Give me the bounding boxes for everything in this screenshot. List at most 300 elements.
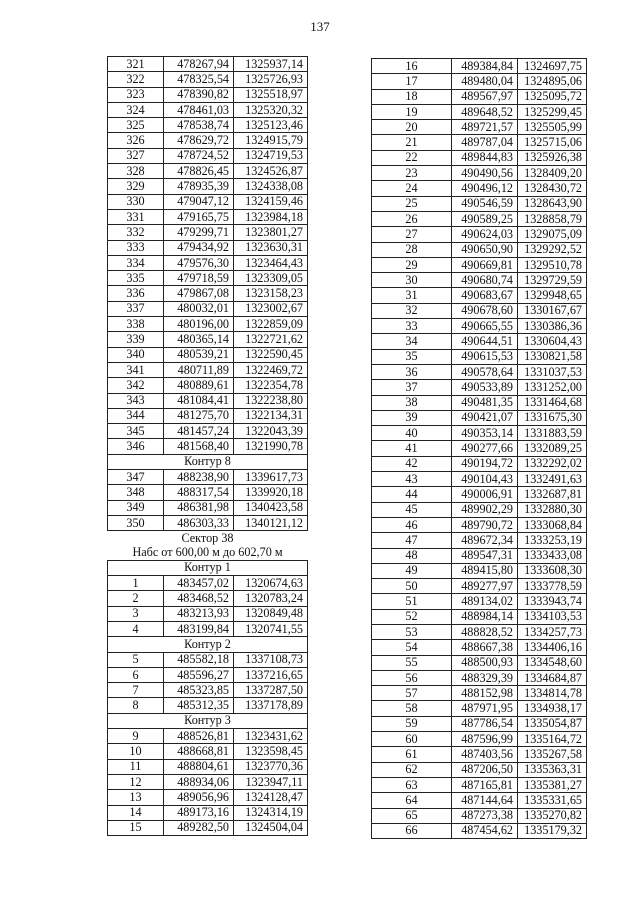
point-number-cell: 7 <box>108 683 164 698</box>
point-number-cell: 18 <box>372 89 452 104</box>
x-coordinate-cell: 487971,95 <box>452 701 518 716</box>
table-row <box>108 332 308 347</box>
x-coordinate-cell: 483213,93 <box>164 606 234 621</box>
table-row <box>372 150 587 165</box>
point-number-cell: 3 <box>108 606 164 621</box>
table-row <box>108 301 308 316</box>
x-coordinate-cell: 488317,54 <box>164 485 234 500</box>
x-coordinate-cell: 490665,55 <box>452 319 518 334</box>
point-number-cell: 39 <box>372 410 452 425</box>
y-coordinate-cell: 1328858,79 <box>518 211 587 226</box>
y-coordinate-cell: 1334103,53 <box>518 609 587 624</box>
point-number-cell: 48 <box>372 548 452 563</box>
y-coordinate-cell: 1329075,09 <box>518 227 587 242</box>
point-number-cell: 343 <box>108 393 164 408</box>
point-number-cell: 336 <box>108 286 164 301</box>
table-row <box>372 579 587 594</box>
point-number-cell: 347 <box>108 470 164 485</box>
point-number-cell: 328 <box>108 164 164 179</box>
table-row <box>372 395 587 410</box>
table-row <box>372 548 587 563</box>
x-coordinate-cell: 489415,80 <box>452 563 518 578</box>
x-coordinate-cell: 487596,99 <box>452 732 518 747</box>
point-number-cell: 51 <box>372 594 452 609</box>
point-number-cell: 62 <box>372 762 452 777</box>
point-number-cell: 324 <box>108 102 164 117</box>
table-row <box>108 774 308 789</box>
table-row <box>372 655 587 670</box>
y-coordinate-cell: 1329729,59 <box>518 273 587 288</box>
x-coordinate-cell: 485596,27 <box>164 667 234 682</box>
x-coordinate-cell: 488934,06 <box>164 774 234 789</box>
point-number-cell: 338 <box>108 317 164 332</box>
y-coordinate-cell: 1323801,27 <box>234 225 308 240</box>
y-coordinate-cell: 1331252,00 <box>518 380 587 395</box>
table-row <box>108 87 308 102</box>
y-coordinate-cell: 1332292,02 <box>518 456 587 471</box>
sector-subheading: Набс от 600,00 м до 602,70 м <box>132 545 283 560</box>
y-coordinate-cell: 1324338,08 <box>234 179 308 194</box>
table-row <box>108 362 308 377</box>
table-row <box>372 594 587 609</box>
y-coordinate-cell: 1331037,53 <box>518 364 587 379</box>
x-coordinate-cell: 489844,83 <box>452 150 518 165</box>
x-coordinate-cell: 479576,30 <box>164 255 234 270</box>
x-coordinate-cell: 481084,41 <box>164 393 234 408</box>
point-number-cell: 35 <box>372 349 452 364</box>
table-row <box>108 621 308 636</box>
point-number-cell: 23 <box>372 166 452 181</box>
y-coordinate-cell: 1322134,31 <box>234 408 308 423</box>
y-coordinate-cell: 1332089,25 <box>518 441 587 456</box>
x-coordinate-cell: 478325,54 <box>164 72 234 87</box>
y-coordinate-cell: 1332491,63 <box>518 472 587 487</box>
y-coordinate-cell: 1335270,82 <box>518 808 587 823</box>
x-coordinate-cell: 479047,12 <box>164 194 234 209</box>
x-coordinate-cell: 485582,18 <box>164 652 234 667</box>
y-coordinate-cell: 1324526,87 <box>234 164 308 179</box>
x-coordinate-cell: 488500,93 <box>452 655 518 670</box>
table-row <box>108 209 308 224</box>
x-coordinate-cell: 490546,59 <box>452 196 518 211</box>
table-row <box>108 179 308 194</box>
x-coordinate-cell: 478267,94 <box>164 57 234 72</box>
point-number-cell: 325 <box>108 118 164 133</box>
x-coordinate-cell: 481457,24 <box>164 424 234 439</box>
y-coordinate-cell: 1332687,81 <box>518 487 587 502</box>
y-coordinate-cell: 1330167,67 <box>518 303 587 318</box>
sector-subheading-row <box>108 546 308 561</box>
point-number-cell: 66 <box>372 823 452 838</box>
table-row <box>108 683 308 698</box>
table-row <box>108 698 308 713</box>
y-coordinate-cell: 1322469,72 <box>234 362 308 377</box>
point-number-cell: 333 <box>108 240 164 255</box>
page-number: 137 <box>310 19 330 34</box>
y-coordinate-cell: 1333778,59 <box>518 579 587 594</box>
x-coordinate-cell: 490277,66 <box>452 441 518 456</box>
point-number-cell: 21 <box>372 135 452 150</box>
y-coordinate-cell: 1330386,36 <box>518 319 587 334</box>
x-coordinate-cell: 489384,84 <box>452 59 518 74</box>
coordinates-table-left <box>107 56 308 836</box>
x-coordinate-cell: 487206,50 <box>452 762 518 777</box>
x-coordinate-cell: 490683,67 <box>452 288 518 303</box>
sector-heading: Сектор 38 <box>181 530 234 545</box>
x-coordinate-cell: 490615,53 <box>452 349 518 364</box>
y-coordinate-cell: 1334684,87 <box>518 670 587 685</box>
y-coordinate-cell: 1320849,48 <box>234 606 308 621</box>
point-number-cell: 8 <box>108 698 164 713</box>
table-row <box>108 667 308 682</box>
x-coordinate-cell: 489567,97 <box>452 89 518 104</box>
y-coordinate-cell: 1332880,30 <box>518 502 587 517</box>
y-coordinate-cell: 1333253,19 <box>518 533 587 548</box>
y-coordinate-cell: 1334406,16 <box>518 640 587 655</box>
x-coordinate-cell: 489902,29 <box>452 502 518 517</box>
table-row <box>108 790 308 805</box>
point-number-cell: 15 <box>108 820 164 835</box>
sector-heading-row <box>108 531 308 546</box>
y-coordinate-cell: 1322043,39 <box>234 424 308 439</box>
x-coordinate-cell: 478935,39 <box>164 179 234 194</box>
x-coordinate-cell: 489648,52 <box>452 104 518 119</box>
table-row <box>372 502 587 517</box>
point-number-cell: 33 <box>372 319 452 334</box>
x-coordinate-cell: 479165,75 <box>164 209 234 224</box>
point-number-cell: 42 <box>372 456 452 471</box>
x-coordinate-cell: 488828,52 <box>452 624 518 639</box>
table-row <box>372 227 587 242</box>
table-row <box>372 257 587 272</box>
table-row <box>372 242 587 257</box>
table-row <box>108 576 308 591</box>
table-row <box>108 652 308 667</box>
point-number-cell: 341 <box>108 362 164 377</box>
point-number-cell: 59 <box>372 716 452 731</box>
point-number-cell: 45 <box>372 502 452 517</box>
point-number-cell: 331 <box>108 209 164 224</box>
y-coordinate-cell: 1322859,09 <box>234 317 308 332</box>
table-row <box>372 640 587 655</box>
table-row <box>372 716 587 731</box>
point-number-cell: 37 <box>372 380 452 395</box>
y-coordinate-cell: 1334548,60 <box>518 655 587 670</box>
x-coordinate-cell: 480365,14 <box>164 332 234 347</box>
point-number-cell: 327 <box>108 148 164 163</box>
y-coordinate-cell: 1324915,79 <box>234 133 308 148</box>
point-number-cell: 63 <box>372 777 452 792</box>
y-coordinate-cell: 1335179,32 <box>518 823 587 838</box>
table-row <box>372 349 587 364</box>
table-row <box>372 517 587 532</box>
table-row <box>108 133 308 148</box>
table-row <box>372 472 587 487</box>
x-coordinate-cell: 487273,38 <box>452 808 518 823</box>
point-number-cell: 36 <box>372 364 452 379</box>
table-row <box>108 424 308 439</box>
table-row <box>108 470 308 485</box>
table-row <box>372 211 587 226</box>
y-coordinate-cell: 1325299,45 <box>518 104 587 119</box>
x-coordinate-cell: 488804,61 <box>164 759 234 774</box>
point-number-cell: 1 <box>108 576 164 591</box>
point-number-cell: 26 <box>372 211 452 226</box>
x-coordinate-cell: 490624,03 <box>452 227 518 242</box>
table-row <box>108 240 308 255</box>
x-coordinate-cell: 489134,02 <box>452 594 518 609</box>
table-row <box>108 148 308 163</box>
x-coordinate-cell: 478390,82 <box>164 87 234 102</box>
point-number-cell: 22 <box>372 150 452 165</box>
x-coordinate-cell: 479299,71 <box>164 225 234 240</box>
table-row <box>108 393 308 408</box>
contour-8-heading-row <box>108 454 308 469</box>
x-coordinate-cell: 480196,00 <box>164 317 234 332</box>
y-coordinate-cell: 1323464,43 <box>234 255 308 270</box>
point-number-cell: 44 <box>372 487 452 502</box>
table-row <box>372 74 587 89</box>
y-coordinate-cell: 1325715,06 <box>518 135 587 150</box>
y-coordinate-cell: 1340121,12 <box>234 515 308 530</box>
table-row <box>108 271 308 286</box>
y-coordinate-cell: 1322590,45 <box>234 347 308 362</box>
y-coordinate-cell: 1323309,05 <box>234 271 308 286</box>
y-coordinate-cell: 1325123,46 <box>234 118 308 133</box>
table-row <box>372 441 587 456</box>
x-coordinate-cell: 490496,12 <box>452 181 518 196</box>
point-number-cell: 40 <box>372 426 452 441</box>
x-coordinate-cell: 488329,39 <box>452 670 518 685</box>
x-coordinate-cell: 480539,21 <box>164 347 234 362</box>
x-coordinate-cell: 488668,81 <box>164 744 234 759</box>
table-row <box>108 744 308 759</box>
point-number-cell: 332 <box>108 225 164 240</box>
y-coordinate-cell: 1322238,80 <box>234 393 308 408</box>
table-row <box>372 166 587 181</box>
y-coordinate-cell: 1321990,78 <box>234 439 308 454</box>
x-coordinate-cell: 479867,08 <box>164 286 234 301</box>
x-coordinate-cell: 479434,92 <box>164 240 234 255</box>
table-row <box>108 286 308 301</box>
table-row <box>372 808 587 823</box>
y-coordinate-cell: 1329948,65 <box>518 288 587 303</box>
y-coordinate-cell: 1323158,23 <box>234 286 308 301</box>
y-coordinate-cell: 1333608,30 <box>518 563 587 578</box>
y-coordinate-cell: 1320674,63 <box>234 576 308 591</box>
x-coordinate-cell: 478538,74 <box>164 118 234 133</box>
y-coordinate-cell: 1328643,90 <box>518 196 587 211</box>
point-number-cell: 14 <box>108 805 164 820</box>
table-row <box>108 72 308 87</box>
point-number-cell: 5 <box>108 652 164 667</box>
x-coordinate-cell: 488238,90 <box>164 470 234 485</box>
table-row <box>372 364 587 379</box>
contour-2-heading-row <box>108 637 308 652</box>
x-coordinate-cell: 481568,40 <box>164 439 234 454</box>
y-coordinate-cell: 1331675,30 <box>518 410 587 425</box>
table-row <box>372 747 587 762</box>
y-coordinate-cell: 1339617,73 <box>234 470 308 485</box>
y-coordinate-cell: 1320783,24 <box>234 591 308 606</box>
x-coordinate-cell: 490644,51 <box>452 334 518 349</box>
table-row <box>372 732 587 747</box>
y-coordinate-cell: 1324697,75 <box>518 59 587 74</box>
x-coordinate-cell: 488152,98 <box>452 686 518 701</box>
table-row <box>108 515 308 530</box>
point-number-cell: 61 <box>372 747 452 762</box>
point-number-cell: 64 <box>372 793 452 808</box>
contour-3-heading: Контур 3 <box>108 713 308 728</box>
point-number-cell: 322 <box>108 72 164 87</box>
x-coordinate-cell: 488526,81 <box>164 729 234 744</box>
x-coordinate-cell: 480889,61 <box>164 378 234 393</box>
point-number-cell: 38 <box>372 395 452 410</box>
table-row <box>108 408 308 423</box>
y-coordinate-cell: 1329510,78 <box>518 257 587 272</box>
table-row <box>372 273 587 288</box>
y-coordinate-cell: 1324895,06 <box>518 74 587 89</box>
y-coordinate-cell: 1323630,31 <box>234 240 308 255</box>
y-coordinate-cell: 1337178,89 <box>234 698 308 713</box>
table-row <box>108 485 308 500</box>
x-coordinate-cell: 483468,52 <box>164 591 234 606</box>
y-coordinate-cell: 1334814,78 <box>518 686 587 701</box>
table-row <box>108 255 308 270</box>
point-number-cell: 55 <box>372 655 452 670</box>
table-row <box>372 624 587 639</box>
point-number-cell: 58 <box>372 701 452 716</box>
y-coordinate-cell: 1325095,72 <box>518 89 587 104</box>
point-number-cell: 46 <box>372 517 452 532</box>
point-number-cell: 2 <box>108 591 164 606</box>
point-number-cell: 27 <box>372 227 452 242</box>
point-number-cell: 47 <box>372 533 452 548</box>
point-number-cell: 24 <box>372 181 452 196</box>
point-number-cell: 345 <box>108 424 164 439</box>
point-number-cell: 350 <box>108 515 164 530</box>
point-number-cell: 56 <box>372 670 452 685</box>
table-row <box>372 380 587 395</box>
point-number-cell: 323 <box>108 87 164 102</box>
y-coordinate-cell: 1334257,73 <box>518 624 587 639</box>
table-row <box>372 456 587 471</box>
point-number-cell: 28 <box>372 242 452 257</box>
y-coordinate-cell: 1330604,43 <box>518 334 587 349</box>
point-number-cell: 43 <box>372 472 452 487</box>
y-coordinate-cell: 1320741,55 <box>234 621 308 636</box>
point-number-cell: 10 <box>108 744 164 759</box>
x-coordinate-cell: 490421,07 <box>452 410 518 425</box>
x-coordinate-cell: 489790,72 <box>452 517 518 532</box>
x-coordinate-cell: 490006,91 <box>452 487 518 502</box>
contour-1-heading: Контур 1 <box>108 560 308 575</box>
x-coordinate-cell: 478826,45 <box>164 164 234 179</box>
x-coordinate-cell: 486381,98 <box>164 500 234 515</box>
point-number-cell: 340 <box>108 347 164 362</box>
y-coordinate-cell: 1325320,32 <box>234 102 308 117</box>
table-row <box>372 670 587 685</box>
point-number-cell: 344 <box>108 408 164 423</box>
point-number-cell: 41 <box>372 441 452 456</box>
table-row <box>108 347 308 362</box>
x-coordinate-cell: 488984,14 <box>452 609 518 624</box>
x-coordinate-cell: 489480,04 <box>452 74 518 89</box>
x-coordinate-cell: 483457,02 <box>164 576 234 591</box>
y-coordinate-cell: 1335363,31 <box>518 762 587 777</box>
point-number-cell: 50 <box>372 579 452 594</box>
x-coordinate-cell: 478461,03 <box>164 102 234 117</box>
point-number-cell: 17 <box>372 74 452 89</box>
point-number-cell: 19 <box>372 104 452 119</box>
y-coordinate-cell: 1335331,65 <box>518 793 587 808</box>
table-row <box>372 120 587 135</box>
x-coordinate-cell: 479718,59 <box>164 271 234 286</box>
table-row <box>108 57 308 72</box>
table-row <box>108 820 308 835</box>
table-row <box>372 181 587 196</box>
x-coordinate-cell: 487403,56 <box>452 747 518 762</box>
point-number-cell: 334 <box>108 255 164 270</box>
table-row <box>372 533 587 548</box>
point-number-cell: 54 <box>372 640 452 655</box>
point-number-cell: 326 <box>108 133 164 148</box>
y-coordinate-cell: 1325518,97 <box>234 87 308 102</box>
y-coordinate-cell: 1325505,99 <box>518 120 587 135</box>
table-row <box>108 500 308 515</box>
y-coordinate-cell: 1334938,17 <box>518 701 587 716</box>
point-number-cell: 65 <box>372 808 452 823</box>
point-number-cell: 342 <box>108 378 164 393</box>
x-coordinate-cell: 480032,01 <box>164 301 234 316</box>
table-row <box>372 410 587 425</box>
x-coordinate-cell: 478724,52 <box>164 148 234 163</box>
x-coordinate-cell: 485323,85 <box>164 683 234 698</box>
table-row <box>372 334 587 349</box>
x-coordinate-cell: 489056,96 <box>164 790 234 805</box>
y-coordinate-cell: 1333068,84 <box>518 517 587 532</box>
table-row <box>372 104 587 119</box>
point-number-cell: 16 <box>372 59 452 74</box>
point-number-cell: 12 <box>108 774 164 789</box>
contour-2-heading: Контур 2 <box>108 637 308 652</box>
point-number-cell: 321 <box>108 57 164 72</box>
point-number-cell: 9 <box>108 729 164 744</box>
x-coordinate-cell: 485312,35 <box>164 698 234 713</box>
point-number-cell: 335 <box>108 271 164 286</box>
point-number-cell: 57 <box>372 686 452 701</box>
y-coordinate-cell: 1340423,58 <box>234 500 308 515</box>
x-coordinate-cell: 490104,43 <box>452 472 518 487</box>
point-number-cell: 60 <box>372 732 452 747</box>
table-row <box>372 563 587 578</box>
x-coordinate-cell: 489277,97 <box>452 579 518 594</box>
x-coordinate-cell: 490650,90 <box>452 242 518 257</box>
x-coordinate-cell: 489282,50 <box>164 820 234 835</box>
x-coordinate-cell: 490481,35 <box>452 395 518 410</box>
contour-3-heading-row <box>108 713 308 728</box>
x-coordinate-cell: 488667,38 <box>452 640 518 655</box>
table-row <box>108 164 308 179</box>
point-number-cell: 4 <box>108 621 164 636</box>
point-number-cell: 52 <box>372 609 452 624</box>
point-number-cell: 49 <box>372 563 452 578</box>
table-row <box>372 59 587 74</box>
point-number-cell: 337 <box>108 301 164 316</box>
x-coordinate-cell: 487165,81 <box>452 777 518 792</box>
table-row <box>108 805 308 820</box>
y-coordinate-cell: 1331464,68 <box>518 395 587 410</box>
